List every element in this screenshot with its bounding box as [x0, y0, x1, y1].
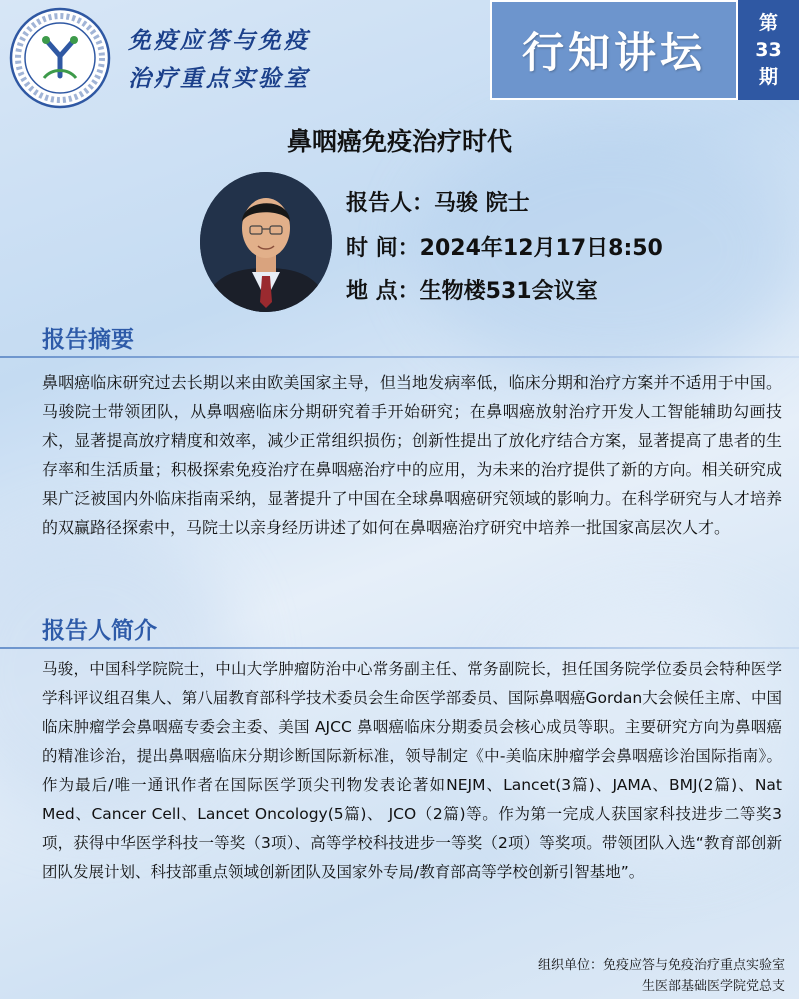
section-divider: [0, 356, 799, 358]
speaker-photo: [200, 172, 332, 312]
place-row: [346, 274, 598, 305]
place-value: 生物楼531会议室: [419, 279, 598, 304]
lab-logo: [8, 6, 112, 110]
organizer-line2: 生医部基础医学院党总支: [641, 979, 785, 994]
abstract-text: 鼻咽癌临床研究过去长期以来由欧美国家主导，但当地发病率低，临床分期和治疗方案并不适用于中国。马骏院士带领团队，从鼻咽癌临床分期研究着手开始研究；在鼻咽癌放射治疗开发人工智能辅助勾画技术，显著提高放疗精度和效率，减少正常组织损伤；创新性提出了放化疗结合方案，显著提高了患者的生存率和生活质量；积极探索免疫治疗在鼻咽癌治疗中的应用，为未来的治疗提供了新的方向。相关研究成果广泛被国内外临床指南采纳，显著提升了中国在全球鼻咽癌研究领域的影响力。在科学研究与人才培养的双赢路径探索中，马院士以亲身经历讲述了如何在鼻咽癌治疗研究中培养一批国家高层次人才。: [42, 373, 782, 537]
abstract-heading: 报告摘要: [42, 327, 134, 353]
time-row: [346, 231, 663, 262]
issue-line: 期: [758, 65, 778, 88]
lab-name-line2: 治疗重点实验室: [128, 65, 310, 92]
section-divider: [0, 647, 799, 649]
speaker-label: 报告人：: [346, 191, 435, 216]
issue-badge: [738, 0, 799, 100]
issue-line: 第: [758, 11, 778, 34]
time-label: 时 间：: [346, 236, 420, 261]
speaker-name: 马骏 院士: [434, 191, 530, 216]
speaker-row: [346, 186, 530, 217]
bio-text: 马骏，中国科学院院士，中山大学肿瘤防治中心常务副主任、常务副院长，担任国务院学位委员会特种医学学科评议组召集人、第八届教育部科学技术委员会生命医学部委员、国际鼻咽癌Gordan大会候任主席、中国临床肿瘤学会鼻咽癌专委会主委、美国 AJCC 鼻咽癌临床分期委员会核心成员等职。主要研究方向为鼻咽癌的精准诊治，提出鼻咽癌临床分期诊断国际新标准，领导制定《中-美临床肿瘤学会鼻咽癌诊治国际指南》。作为最后/唯一通讯作者在国际医学顶尖刊物发表论著如NEJM、Lancet(3篇)、JAMA、BMJ(2篇)、Nat Med、Cancer Cell、Lancet Oncology(5篇)、 JCO（2篇)等。作为第一完成人获国家科技进步二等奖3项，获得中华医学科技一等奖（3项）、高等学校科技进步一等奖（2项）等奖项。带领团队入选“教育部创新团队发展计划、科技部重点领域创新团队及国家外专局/教育部高等学校创新引智基地”。: [42, 660, 782, 881]
issue-number: 33: [755, 38, 782, 61]
organizer-line1: 组织单位：免疫应答与免疫治疗重点实验室: [537, 958, 785, 973]
forum-brand-text: 行知讲坛: [521, 28, 706, 77]
lab-name-line1: 免疫应答与免疫: [128, 27, 310, 54]
bio-heading: 报告人简介: [42, 618, 157, 644]
talk-title: 鼻咽癌免疫治疗时代: [286, 127, 512, 156]
place-label: 地 点：: [346, 279, 420, 304]
forum-brand: [490, 0, 738, 100]
time-value: 2024年12月17日8:50: [419, 236, 663, 261]
